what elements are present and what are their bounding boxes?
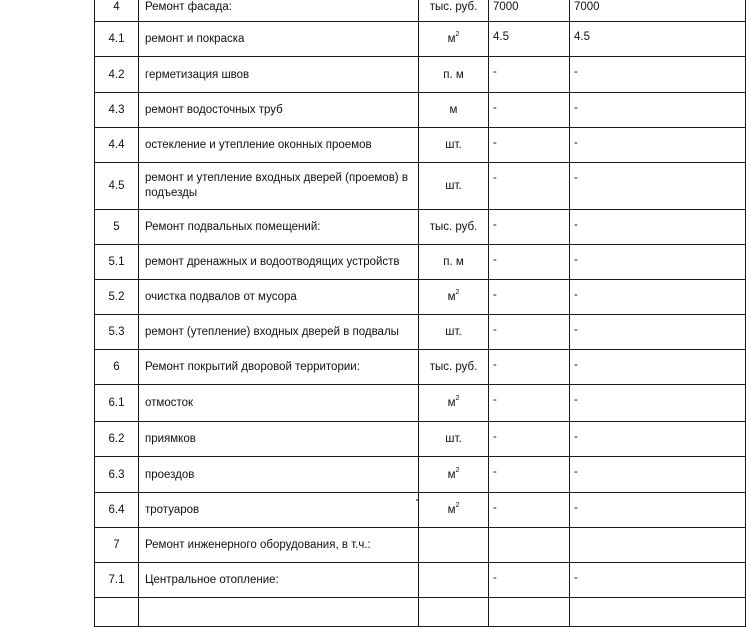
value-cell-1: - xyxy=(489,245,570,280)
value-cell-2: 4.5 xyxy=(570,22,746,57)
value-cell-2: - xyxy=(570,350,746,385)
table-row xyxy=(95,350,746,385)
row-number: 4.1 xyxy=(95,22,139,57)
work-name: ремонт и утепление входных дверей (проемов) в подъезды xyxy=(139,163,419,210)
unit-text: м xyxy=(447,33,456,45)
row-number xyxy=(95,598,139,627)
work-name: ремонт (утепление) входных дверей в подвалы xyxy=(139,315,419,350)
row-number: 6.4 xyxy=(95,493,139,528)
value-cell-1: - xyxy=(489,128,570,163)
row-number: 4.4 xyxy=(95,128,139,163)
work-name xyxy=(139,598,419,627)
unit-cell xyxy=(419,0,489,22)
unit-text: шт. xyxy=(445,139,462,151)
value-cell-2: - xyxy=(570,563,746,598)
work-name: Ремонт подвальных помещений: xyxy=(139,210,419,245)
unit-text: тыс. руб. xyxy=(429,361,478,373)
value-cell-2: - xyxy=(570,457,746,493)
unit-superscript: 2 xyxy=(455,502,460,510)
table-row xyxy=(95,598,746,627)
row-number: 6.2 xyxy=(95,422,139,457)
table-row xyxy=(95,0,746,22)
value-cell-1: - xyxy=(489,385,570,422)
row-number: 6 xyxy=(95,350,139,385)
unit-cell xyxy=(419,128,489,163)
unit-cell xyxy=(419,385,489,422)
unit-text: шт. xyxy=(445,326,462,338)
unit-cell xyxy=(419,528,489,563)
table-row xyxy=(95,93,746,128)
unit-cell xyxy=(419,93,489,128)
row-number: 4.2 xyxy=(95,57,139,93)
value-cell-1: - xyxy=(489,163,570,210)
table-row xyxy=(95,563,746,598)
unit-text: п. м xyxy=(443,68,464,81)
row-number: 6.3 xyxy=(95,457,139,493)
value-cell-1: - xyxy=(489,422,570,457)
value-cell-1: 7000 xyxy=(489,0,570,22)
unit-cell xyxy=(419,493,489,528)
value-cell-1 xyxy=(489,598,570,627)
unit-superscript: 2 xyxy=(455,466,460,474)
value-cell-2: - xyxy=(570,245,746,280)
value-cell-1: - xyxy=(489,563,570,598)
work-name: герметизация швов xyxy=(139,57,419,93)
row-number: 7 xyxy=(95,528,139,563)
unit-cell xyxy=(419,163,489,210)
row-number: 4.3 xyxy=(95,93,139,128)
work-name: Ремонт покрытий дворовой территории: xyxy=(139,350,419,385)
value-cell-2: - xyxy=(570,163,746,210)
value-cell-2: - xyxy=(570,315,746,350)
value-cell-2 xyxy=(570,528,746,563)
unit-text: м xyxy=(447,504,456,516)
unit-text: тыс. руб. xyxy=(429,221,478,233)
unit-cell xyxy=(419,245,489,280)
work-name: очистка подвалов от мусора xyxy=(139,280,419,315)
value-cell-1: - xyxy=(489,57,570,93)
table-row xyxy=(95,245,746,280)
table-row xyxy=(95,315,746,350)
value-cell-2: - xyxy=(570,57,746,93)
value-cell-2: - xyxy=(570,422,746,457)
table-row xyxy=(95,280,746,315)
value-cell-2: - xyxy=(570,128,746,163)
value-cell-1: - xyxy=(489,315,570,350)
unit-text: м xyxy=(449,104,458,116)
unit-cell xyxy=(419,422,489,457)
work-name: ремонт и покраска xyxy=(139,22,419,57)
value-cell-1: - xyxy=(489,280,570,315)
unit-text: м xyxy=(447,291,456,303)
table-row xyxy=(95,385,746,422)
unit-text: шт. xyxy=(445,433,462,445)
unit-cell xyxy=(419,280,489,315)
repair-works-table xyxy=(94,0,746,627)
table-row xyxy=(95,422,746,457)
work-name: Ремонт фасада: xyxy=(139,0,419,22)
work-name: Центральное отопление: xyxy=(139,563,419,598)
unit-cell xyxy=(419,457,489,493)
value-cell-2 xyxy=(570,598,746,627)
unit-superscript: 2 xyxy=(455,31,460,39)
value-cell-2: 7000 xyxy=(570,0,746,22)
row-number: 5 xyxy=(95,210,139,245)
work-name: ремонт водосточных труб xyxy=(139,93,419,128)
unit-cell xyxy=(419,350,489,385)
work-name: ремонт дренажных и водоотводящих устройств xyxy=(139,245,419,280)
value-cell-1: - xyxy=(489,457,570,493)
scan-speck xyxy=(416,499,418,501)
table-row xyxy=(95,57,746,93)
value-cell-2: - xyxy=(570,280,746,315)
unit-cell xyxy=(419,563,489,598)
table-row xyxy=(95,128,746,163)
unit-text: п. м xyxy=(443,256,464,268)
unit-cell xyxy=(419,22,489,57)
unit-cell xyxy=(419,598,489,627)
value-cell-1: 4.5 xyxy=(489,22,570,57)
table-row xyxy=(95,210,746,245)
row-number: 6.1 xyxy=(95,385,139,422)
work-name: Ремонт инженерного оборудования, в т.ч.: xyxy=(139,528,419,563)
unit-text: м xyxy=(447,397,456,409)
value-cell-1 xyxy=(489,528,570,563)
work-name: проездов xyxy=(139,457,419,493)
row-number: 4 xyxy=(95,0,139,22)
value-cell-1: - xyxy=(489,93,570,128)
table-row xyxy=(95,457,746,493)
value-cell-1: - xyxy=(489,493,570,528)
row-number: 5.1 xyxy=(95,245,139,280)
unit-superscript: 2 xyxy=(455,289,460,297)
table-row xyxy=(95,163,746,210)
unit-text: тыс. руб. xyxy=(429,1,478,13)
work-name: приямков xyxy=(139,422,419,457)
value-cell-1: - xyxy=(489,210,570,245)
row-number: 7.1 xyxy=(95,563,139,598)
value-cell-1: - xyxy=(489,350,570,385)
table-row xyxy=(95,528,746,563)
work-name: тротуаров xyxy=(139,493,419,528)
row-number: 5.2 xyxy=(95,280,139,315)
row-number: 4.5 xyxy=(95,163,139,210)
row-number: 5.3 xyxy=(95,315,139,350)
work-name: отмосток xyxy=(139,385,419,422)
unit-cell xyxy=(419,315,489,350)
unit-cell xyxy=(419,210,489,245)
unit-text: шт. xyxy=(445,180,462,192)
unit-text: м xyxy=(447,468,456,481)
value-cell-2: - xyxy=(570,385,746,422)
work-name: остекление и утепление оконных проемов xyxy=(139,128,419,163)
table-row xyxy=(95,493,746,528)
value-cell-2: - xyxy=(570,93,746,128)
value-cell-2: - xyxy=(570,493,746,528)
table-row xyxy=(95,22,746,57)
unit-superscript: 2 xyxy=(455,395,460,403)
value-cell-2: - xyxy=(570,210,746,245)
unit-cell xyxy=(419,57,489,93)
